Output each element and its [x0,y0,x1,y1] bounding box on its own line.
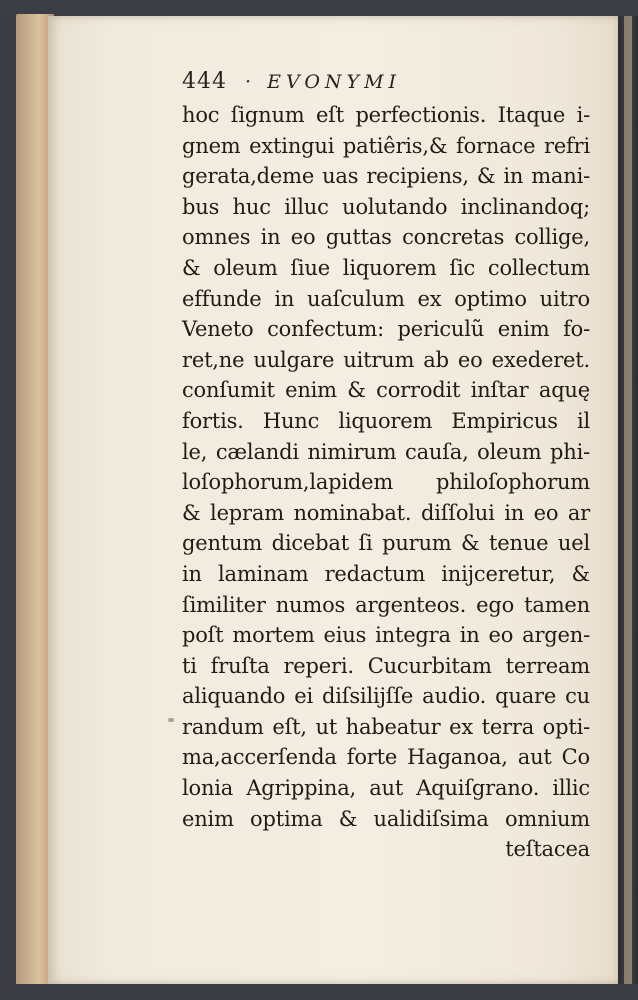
text-line: bus huc illuc uolutando inclinandoq; [182,194,590,219]
text-line: ti fruſta reperi. Cucurbitam terream [182,653,590,678]
text-line: le, cælandi nimirum cauſa, oleum phi- [182,439,590,464]
text-line: gerata,deme uas recipiens, & in mani- [182,164,590,189]
text-line: randum eſt, ut habeatur ex terra opti- [182,714,590,739]
ink-blot [168,718,174,722]
body-text [182,100,590,865]
text-line: omnes in eo guttas concretas collige, [182,225,590,250]
text-line: effunde in uaſculum ex optimo uitro [182,286,590,311]
page-header [182,69,401,99]
text-line: in laminam redactum inijceretur, & [182,561,590,586]
text-line: lonia Agrippina, aut Aquiſgrano. illic [182,776,590,801]
text-line: Veneto confectum: periculũ enim fo- [182,317,590,342]
text-line: gnem extingui patiêris,& fornace refri [182,133,590,158]
text-line: conſumit enim & corrodit inſtar aquę [182,378,590,403]
text-line: & lepram nominabat. diſſolui in eo ar [182,500,590,525]
text-line: ret,ne uulgare uitrum ab eo exederet. [182,347,590,372]
text-line: ma,accerſenda forte Haganoa, aut Co [182,745,590,770]
text-line: hoc ſignum eſt perfectionis. Itaque i- [182,103,590,127]
text-line: aliquando ei diſsilijſſe audio. quare cu [182,684,590,709]
gutter-page-edge [624,16,632,984]
running-head: · EVONYMI [245,71,402,93]
text-line: ſimiliter numos argenteos. ego tamen [182,592,590,617]
text-line: fortis. Hunc liquorem Empiricus il [182,408,590,433]
book-gutter [618,16,638,984]
text-line: poſt mortem eius integra in eo argen- [182,623,590,648]
text-line: & oleum ſiue liquorem ſic collectum [182,255,590,280]
catchword: teſtacea [505,837,590,862]
text-line: loſophorum,lapidem philoſophorum [182,470,590,495]
scanner-background-bottom [0,984,638,1000]
text-line: enim optima & ualidiſsima omnium [182,806,590,831]
text-line: gentum dicebat ſi purum & tenue uel [182,531,590,556]
page-number: 444 [182,69,227,94]
